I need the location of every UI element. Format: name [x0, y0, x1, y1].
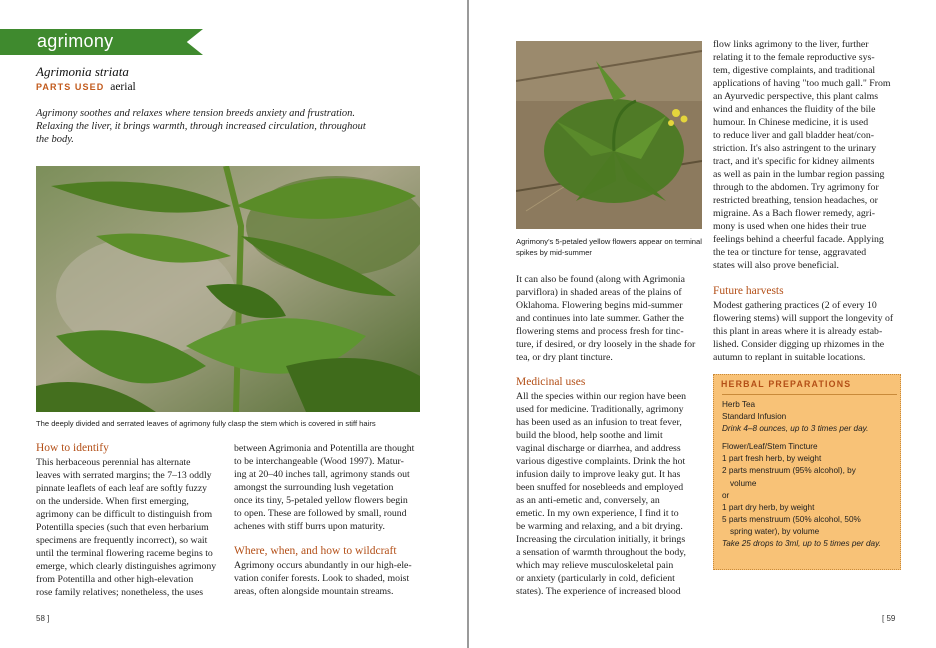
text-line: as an anti-emetic and, conversely, an — [516, 495, 660, 506]
latin-name: Agrimonia striata — [36, 64, 129, 79]
text-line: once its tiny, 5-petaled yellow flowers begin — [234, 495, 408, 506]
agrimony-leaves-photo — [36, 166, 420, 412]
text-line: vaginal discharge or diarrhea, and address — [516, 443, 681, 454]
text-line: Increasing the circulation initially, it brings — [516, 534, 686, 545]
text-line: from Potentilla and other high-elevation — [36, 574, 194, 585]
text-line: through to the abdomen. Try agrimony for — [713, 182, 879, 193]
text-line: Modest gathering practices (2 of every 10 — [713, 300, 877, 311]
preparation-line: Flower/Leaf/Stem Tincture — [722, 442, 818, 452]
text-line: infusion daily to improve leaky gut. It has — [516, 469, 681, 480]
text-line: striction. It's also astringent to the urinary — [713, 143, 877, 154]
text-line: emerge, which clearly distinguishes agrimony — [36, 561, 217, 572]
preparation-line: Drink 4–8 ounces, up to 3 times per day. — [722, 424, 869, 434]
text-line: leaves with serrated margins; the 7–13 oddly — [36, 470, 212, 481]
text-line: agrimony can be difficult to distinguish from — [36, 509, 213, 520]
text-line: states will also prove beneficial. — [713, 260, 839, 271]
text-line: ture, if desired, or dry loosely in the shade for — [516, 339, 696, 350]
text-line: All the species within our region have been — [516, 391, 687, 402]
preparation-line: 1 part dry herb, by weight — [722, 502, 815, 512]
herbal-preparations-title: HERBAL PREPARATIONS — [721, 379, 852, 389]
text-line: states). The experience of increased blood — [516, 586, 681, 597]
text-line: rose family relatives; nonetheless, the uses — [36, 587, 204, 598]
preparation-line: or — [722, 490, 730, 500]
herbal-preparations-box — [713, 374, 901, 570]
preparation-line: 2 parts menstruum (95% alcohol), by — [722, 466, 856, 476]
page-number-right: [ 59 — [882, 614, 896, 623]
flowers-photo-caption: Agrimony's 5-petaled yellow flowers appear on terminal spikes by mid-summer — [516, 237, 702, 257]
page-number-left: 58 ] — [36, 614, 50, 623]
flowers-photo-illustration — [516, 41, 702, 229]
medicinal-uses-heading: Medicinal uses — [516, 376, 586, 388]
text-line: Agrimony occurs abundantly in our high-ele- — [234, 560, 412, 571]
right-page — [469, 0, 936, 648]
text-line: been snuffed for nosebleeds and employed — [516, 482, 684, 493]
preparation-line: volume — [730, 478, 757, 488]
page-title: agrimony — [37, 31, 114, 51]
wildcraft-text — [234, 559, 424, 598]
text-line: This herbaceous perennial has alternate — [36, 457, 191, 468]
preparation-line: spring water), by volume — [730, 526, 820, 536]
text-line: relating it to the female reproductive sys- — [713, 52, 875, 63]
text-line: humour. In Chinese medicine, it is used — [713, 117, 869, 128]
how-to-identify-heading: How to identify — [36, 442, 109, 454]
agrimony-flowers-photo — [516, 41, 702, 229]
text-line: Potentilla species (such that even herbarium — [36, 522, 209, 533]
parts-used-value: aerial — [110, 81, 136, 93]
habitat-continued-text — [516, 273, 706, 364]
medicinal-uses-text — [516, 390, 706, 598]
text-line: emetic. In my own experience, I find it to — [516, 508, 679, 519]
left-page — [0, 0, 467, 648]
preparations-divider — [722, 394, 897, 395]
leaves-photo-illustration — [36, 166, 420, 412]
text-line: tract, and it's specific for kidney ailments — [713, 156, 875, 167]
text-line: achenes with stiff burrs upon maturity. — [234, 521, 386, 532]
text-line: flowering stems) will support the longevity of — [713, 313, 894, 324]
preparation-line: 5 parts menstruum (50% alcohol, 50% — [722, 514, 861, 524]
text-line: between Agrimonia and Potentilla are thought — [234, 443, 415, 454]
text-line: used for medicine. Traditionally, agrimony — [516, 404, 684, 415]
text-line: autumn to replant in suitable locations. — [713, 352, 866, 363]
text-line: parviflora) in shaded areas of the plains of — [516, 287, 682, 298]
text-line: on the underside. When first emerging, — [36, 496, 189, 507]
text-line: flowering stems and process fresh for tinc- — [516, 326, 684, 337]
text-line: tea, or dry plant tincture. — [516, 352, 613, 363]
parts-used-label: PARTS USED — [36, 82, 105, 92]
text-line: until the terminal flowering raceme begins to — [36, 548, 213, 559]
intro-paragraph: Agrimony soothes and relaxes where tension breeds anxiety and frustration. Relaxing the liver, it brings warmth, through increased circulation, throughout the body. — [36, 108, 366, 145]
identify-continued-text — [234, 442, 424, 533]
medicinal-continued-text — [713, 38, 903, 272]
text-line: a sensation of warmth throughout the body, — [516, 547, 686, 558]
text-line: mony is used when one hides their true — [713, 221, 867, 232]
text-line: tem, digestive complaints, and traditional — [713, 65, 876, 76]
text-line: an Ayurvedic perspective, this plant calms — [713, 91, 879, 102]
text-line: restricted breathing, tension headaches, or — [713, 195, 878, 206]
wildcraft-heading: Where, when, and how to wildcraft — [234, 545, 397, 557]
text-line: be warming and relaxing, and a bit drying. — [516, 521, 683, 532]
text-line: amongst the surrounding lush vegetation — [234, 482, 394, 493]
text-line: to open. These are followed by small, round — [234, 508, 407, 519]
text-line: feelings behind a cheerful facade. Applying — [713, 234, 884, 245]
text-line: pinnate leaflets of each leaf are softly fuzzy — [36, 483, 208, 494]
preparation-line: 1 part fresh herb, by weight — [722, 454, 822, 464]
preparations-list — [722, 399, 900, 550]
text-line: migraine. As a Bach flower remedy, agri- — [713, 208, 876, 219]
preparation-line: Herb Tea — [722, 400, 756, 409]
text-line: this plant in areas where it is already estab- — [713, 326, 883, 337]
preparation-line: Take 25 drops to 3ml, up to 5 times per day. — [722, 539, 881, 549]
text-line: as well as pain in the lumbar region passing — [713, 169, 885, 180]
text-line: lished. Consider digging up rhizomes in the — [713, 339, 885, 350]
text-line: has been used as an infusion to treat fever, — [516, 417, 682, 428]
text-line: flow links agrimony to the liver, further — [713, 39, 869, 50]
text-line: vation conifer forests. Look to shaded, moist — [234, 573, 410, 584]
text-line: specimens are frequently incorrect), so wait — [36, 535, 208, 546]
text-line: or anxiety (particularly in cold, deficient — [516, 573, 675, 584]
future-harvests-text — [713, 299, 903, 364]
future-harvests-heading: Future harvests — [713, 285, 784, 297]
text-line: which may relieve musculoskeletal pain — [516, 560, 674, 571]
parts-used — [36, 81, 136, 93]
text-line: and continues into late summer. Gather the — [516, 313, 684, 324]
text-line: areas, often alongside mountain streams. — [234, 586, 394, 597]
text-line: various digestive complaints. Drink the hot — [516, 456, 686, 467]
text-line: to be interchangeable (Wood 1997). Matur- — [234, 456, 404, 467]
text-line: ing at 20–40 inches tall, agrimony stands out — [234, 469, 410, 480]
text-line: It can also be found (along with Agrimonia — [516, 274, 685, 285]
leaves-photo-caption: The deeply divided and serrated leaves of agrimony fully clasp the stem which is covered in stiff hairs — [36, 419, 376, 428]
how-to-identify-text — [36, 456, 226, 599]
text-line: applications of having "too much gall." From — [713, 78, 891, 89]
text-line: to reduce liver and gall bladder heat/con- — [713, 130, 875, 141]
text-line: the tea or tincture for tense, aggravated — [713, 247, 867, 258]
preparation-line: Standard Infusion — [722, 412, 787, 422]
text-line: wind and enhances the fluidity of the bile — [713, 104, 876, 115]
text-line: build the blood, help soothe and limit — [516, 430, 663, 441]
text-line: Oklahoma. Flowering begins mid-summer — [516, 300, 683, 311]
